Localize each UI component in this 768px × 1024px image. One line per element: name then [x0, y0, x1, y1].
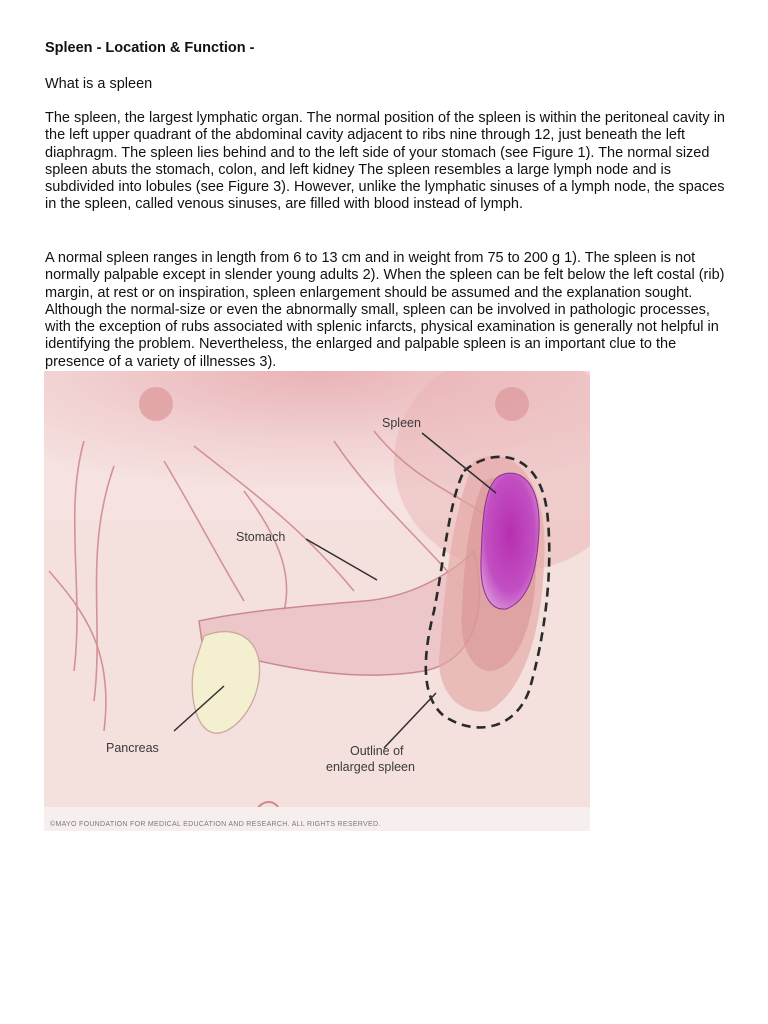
- section-heading: What is a spleen: [45, 76, 153, 92]
- figure-credit: ©MAYO FOUNDATION FOR MEDICAL EDUCATION AND RESEARCH. ALL RIGHTS RESERVED.: [50, 821, 381, 828]
- label-stomach: Stomach: [236, 530, 286, 544]
- label-spleen: Spleen: [382, 416, 421, 430]
- right-nipple: [495, 387, 529, 421]
- spleen-anatomy-figure: [44, 371, 590, 831]
- document-title: Spleen - Location & Function -: [45, 40, 255, 56]
- paragraph-size: A normal spleen ranges in length from 6 to 13 cm and in weight from 75 to 200 g 1). The spleen is not normally palpable except in slender young adults 2). When the spleen can be felt below the left costal (rib) margin, at rest or on inspiration, spleen enlargement should be assumed and the explanation sought. Although the normal-size or even the abnormally small, spleen can be involved in pathologic processes, with the exception of rubs associated with splenic infarcts, physical examination is generally not helpful in identifying the problem. Nevertheless, the enlarged and palpable spleen is an important clue to the presence of a variety of illnesses 3).: [45, 250, 725, 370]
- paragraph-anatomy: The spleen, the largest lymphatic organ. The normal position of the spleen is within the peritoneal cavity in the left upper quadrant of the abdominal cavity adjacent to ribs nine through 12, just beneath the left diaphragm. The spleen lies behind and to the left side of your stomach (see Figure 1). The normal sized spleen abuts the stomach, colon, and left kidney The spleen resembles a large lymph node and is subdivided into lobules (see Figure 3). However, unlike the lymphatic sinuses of a lymph node, the spaces in the spleen, called venous sinuses, are filled with blood instead of lymph.: [45, 110, 725, 213]
- left-nipple: [139, 387, 173, 421]
- label-outline-line2: enlarged spleen: [326, 760, 415, 774]
- label-outline-line1: Outline of: [350, 744, 404, 758]
- label-pancreas: Pancreas: [106, 741, 159, 755]
